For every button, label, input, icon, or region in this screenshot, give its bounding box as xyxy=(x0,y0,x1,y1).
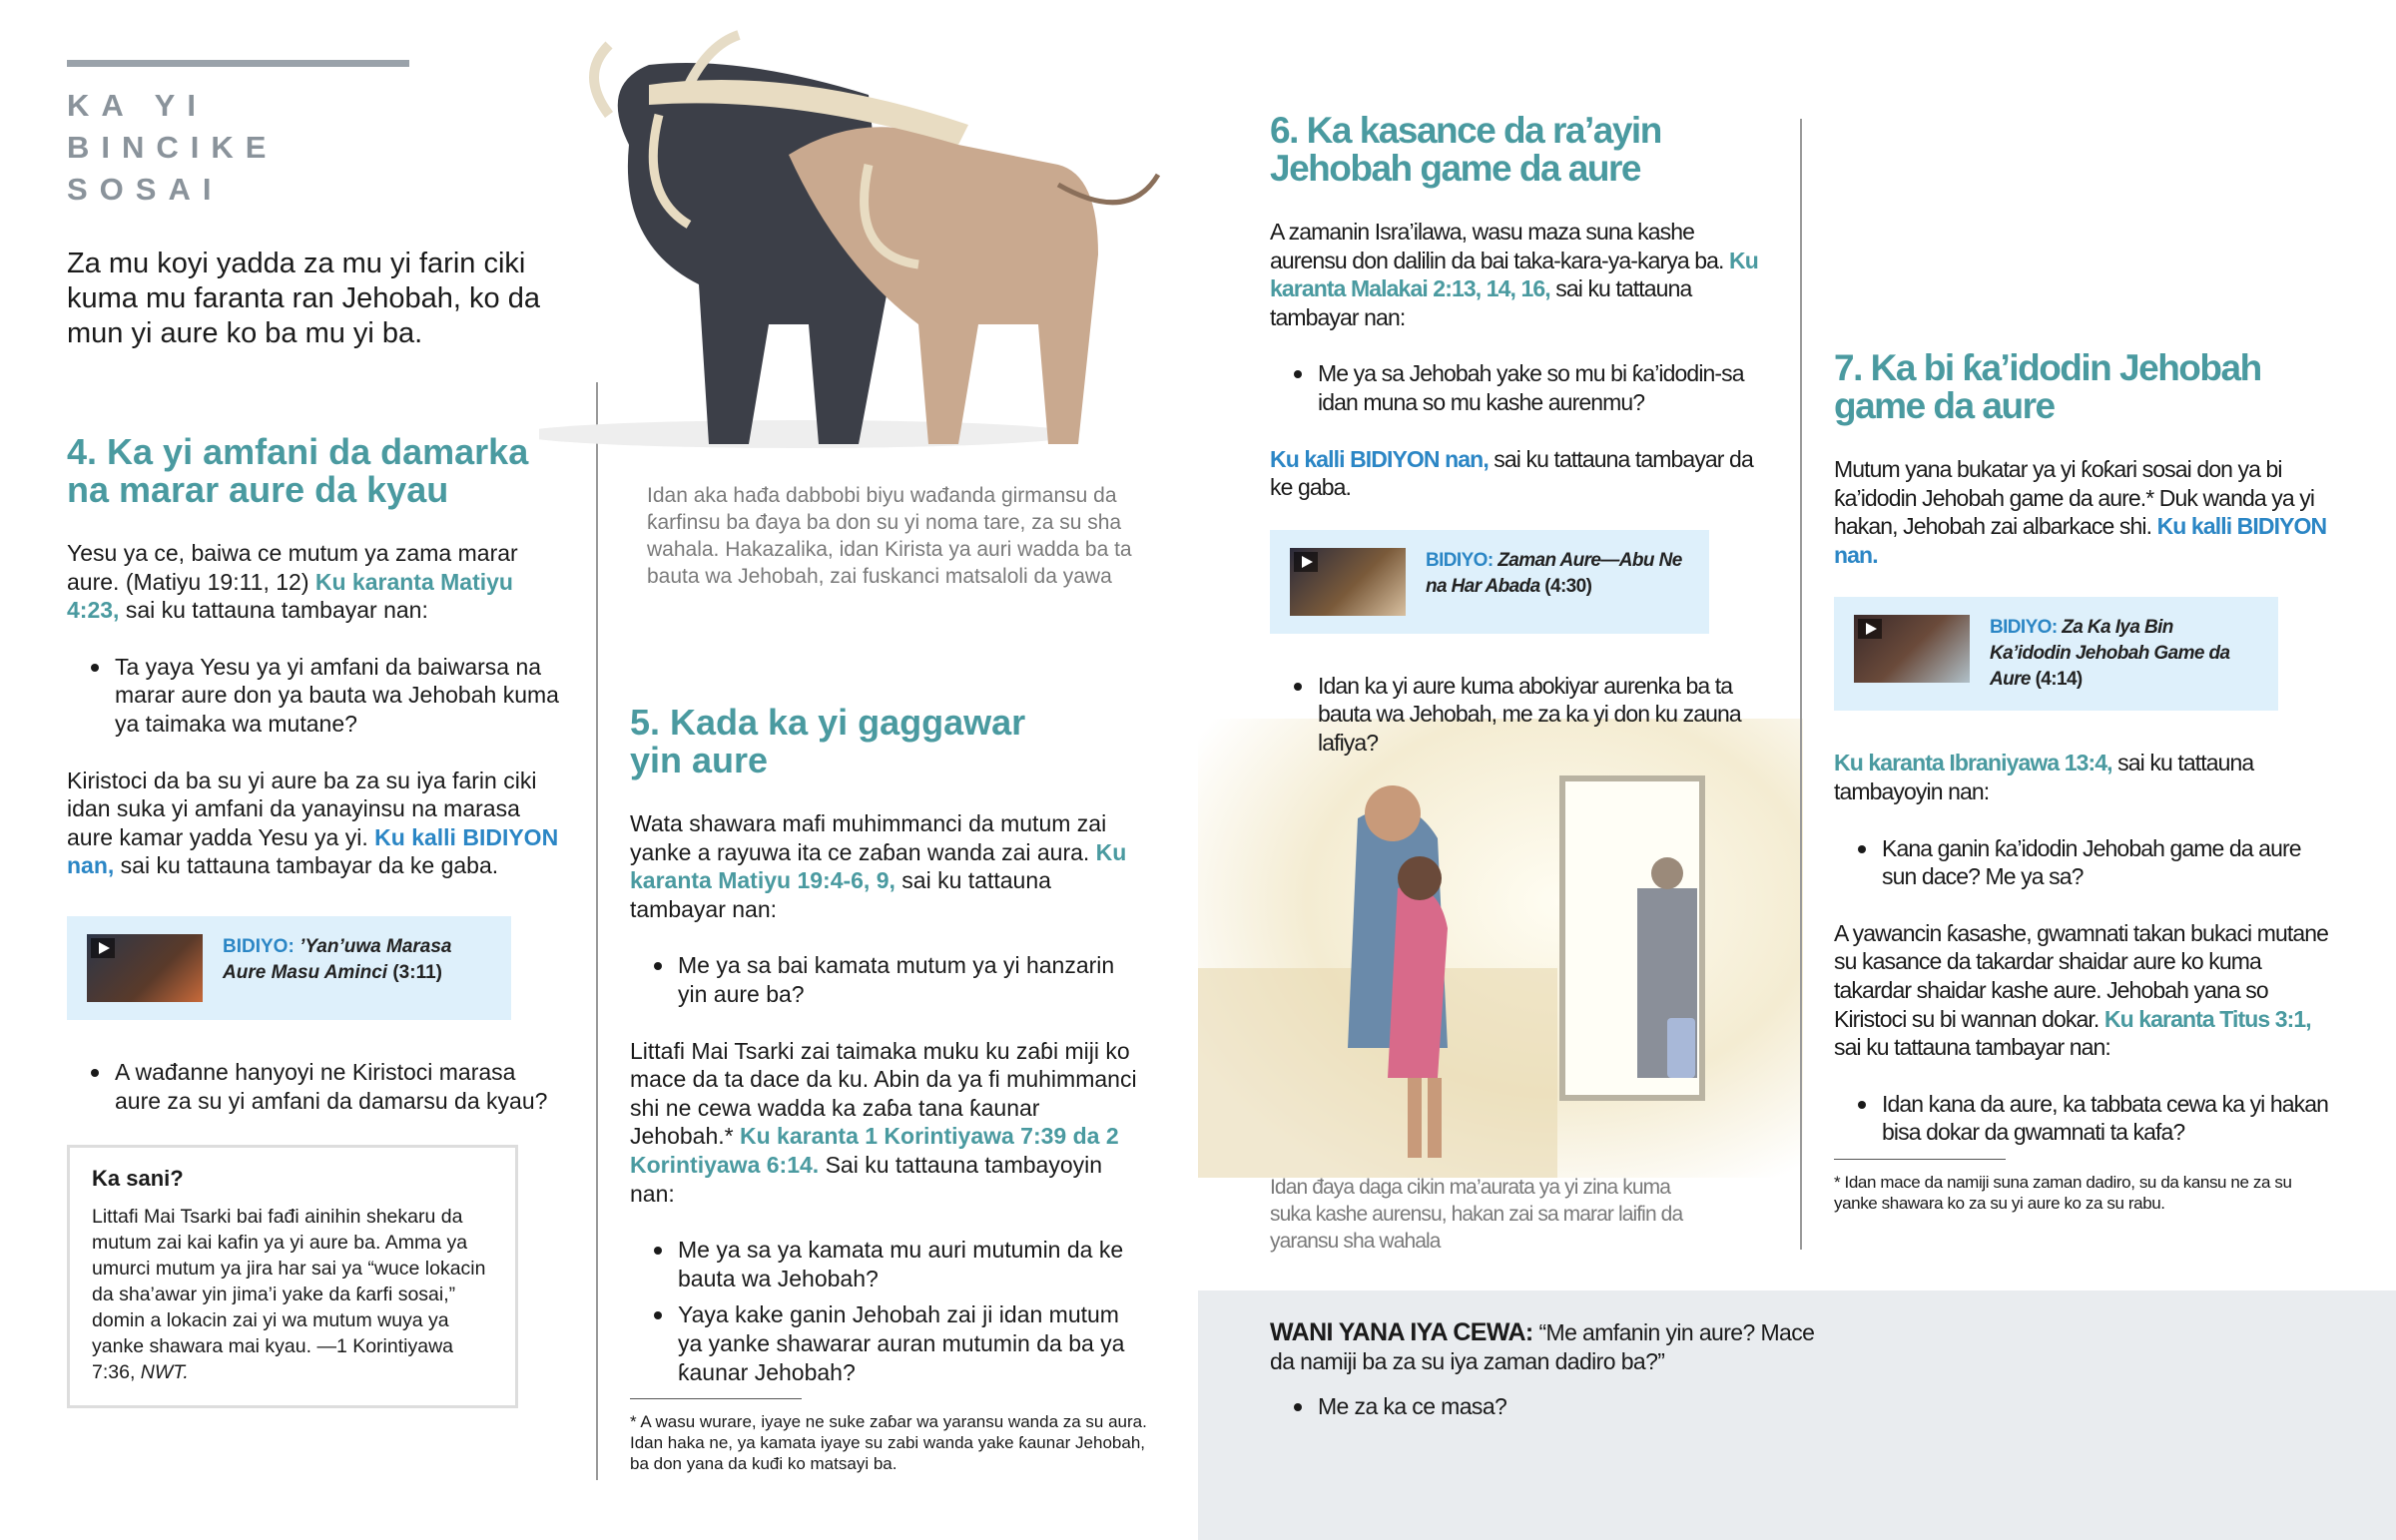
video-duration: (4:14) xyxy=(2035,669,2083,691)
objection-label: WANI YANA IYA CEWA: xyxy=(1270,1318,1533,1346)
video-duration: (4:30) xyxy=(1544,575,1592,597)
s7-paragraph-3 xyxy=(1834,919,2333,1062)
scripture-link[interactable]: Ku karanta Malakai 2:13, 14, 16, xyxy=(1270,247,1758,302)
column-divider xyxy=(596,382,598,1480)
footnote-rule xyxy=(630,1398,802,1399)
scripture-link[interactable]: Ku karanta 1 Korintiyawa 7:39 da 2 Korintiyawa 6:14. xyxy=(630,1123,1119,1178)
box-title: Ka sani? xyxy=(92,1166,184,1192)
video-thumbnail[interactable] xyxy=(1290,548,1406,616)
section-4-heading: 4. Ka yi amfani da damarka na marar aure da kyau xyxy=(67,431,529,510)
text: Wata shawara mafi muhimmanci da mutum zai yanke a rayuwa ita ce zaɓan wanda zai aura. xyxy=(630,810,1107,865)
video-link[interactable]: Ku kalli BIDIYON nan, xyxy=(1270,445,1489,472)
video-card-s4[interactable] xyxy=(67,916,511,1020)
illustration-caption: Idan aka hađa dabbobi biyu wađanda girmansu da ƙarfinsu ba đaya ba don su yi noma tare, za su sha wahala. Hakazalika, idan Kirista ya auri wadda ba ta bauta wa Jehobah, zai fuskanci matsaloli da yawa xyxy=(647,484,1132,588)
text: Littafi Mai Tsarki bai fađi ainihin shekaru da mutum zai kai kafin ya yi aure ba. Amma ya umurci mutum ya jira har sai ya “wuce lokacin da sha’awar yin jima’i yake da ƙarfi sosai,” domin a lokacin zai yi wa mutum wuya ya yanke shawara mai kyau. —1 Korintiyawa 7:36, xyxy=(92,1206,486,1384)
s7-paragraph-1 xyxy=(1834,455,2333,569)
video-label: BIDIYO: xyxy=(1990,617,2058,639)
s4-paragraph-1 xyxy=(67,539,566,625)
video-label: BIDIYO: xyxy=(1426,549,1494,571)
scripture-link[interactable]: Ku karanta Matiyu 19:4-6, 9, xyxy=(630,838,1127,894)
column-4 xyxy=(1834,349,2333,1214)
video-title xyxy=(1990,615,2258,693)
s5-question-2: Me ya sa ya kamata mu auri mutumin da ke bauta wa Jehobah? xyxy=(678,1236,1149,1292)
play-icon[interactable] xyxy=(1858,619,1882,639)
section-7-heading: 7. Ka bi ƙa’idodin Jehobah game da aure xyxy=(1834,347,2261,426)
section-6-heading: 6. Ka kasance da ra’ayin Jehobah game da aure xyxy=(1270,110,1661,189)
text: A yawancin ƙasashe, gwamnati takan bukaci mutane su kasance da takardar shaidar aure ko kuma takardar shaidar kashe aure. Jehobah yana so Kiristoci su bi wannan dokar. xyxy=(1834,919,2329,1032)
video-title xyxy=(223,934,491,986)
s4-question-1: Ta yaya Yesu ya yi amfani da baiwarsa na marar aure don ya bauta wa Jehobah kuma ya taimaka wa mutane? xyxy=(115,653,566,739)
video-link[interactable]: Ku kalli BIDIYON nan. xyxy=(1834,513,2327,568)
text: sai ku tattauna tambayar da ke gaba. xyxy=(1270,445,1753,501)
video-name: Za Ka Iya Bin Ka’idodin Jehobah Game da Aure xyxy=(1990,617,2230,691)
intro-text: Za mu koyi yadda za mu yi farin ciki kuma mu faranta ran Jehobah, ko da mun yi aure ko ba mu yi ba. xyxy=(67,248,540,349)
s6-question-1: Me ya sa Jehobah yake so mu bi ƙa’idodin-sa idan muna so mu kashe aurenmu? xyxy=(1318,359,1759,416)
source: NWT. xyxy=(140,1361,189,1384)
s4-paragraph-2 xyxy=(67,767,566,880)
illustration-caption: Idan đaya daga cikin ma’aurata ya yi zina kuma suka kashe aurensu, hakan zai sa marar laifin da yaransu sha wahala xyxy=(1270,1176,1683,1253)
column-3 xyxy=(1270,110,1759,1253)
column-2 xyxy=(630,482,1149,1474)
objection-question: Me za ka ce masa? xyxy=(1318,1393,1507,1419)
video-title xyxy=(1426,548,1689,600)
column-1 xyxy=(67,60,566,1408)
mother-daughter-illustration xyxy=(1198,719,1803,1178)
video-thumbnail[interactable] xyxy=(87,934,203,1002)
video-label: BIDIYO: xyxy=(223,935,295,957)
section-5-heading: 5. Kada ka yi gaggawar yin aure xyxy=(630,702,1026,780)
text: Mutum yana bukatar ya yi ƙoƙari sosai don ya bi ƙa’idodin Jehobah game da aure.* Duk wanda ya yi hakan, Jehobah zai albarkace shi. xyxy=(1834,456,2315,540)
objection-quote: “Me amfanin yin aure? Mace da namiji ba za su iya zaman dadiro ba?” xyxy=(1270,1319,1815,1374)
text: Littafi Mai Tsarki zai taimaka muku ku zaɓi miji ko mace da ta dace da ku. Abin da ya fi muhimmanci shi ne cewa wadda ka zaɓa tana ƙaunar Jehobah.* xyxy=(630,1037,1137,1150)
s5-question-3: Yaya kake ganin Jehobah zai ji idan mutum ya yanke shawarar auran mutumin da ba ya ƙaunar Jehobah? xyxy=(678,1300,1149,1386)
s4-question-2: A wađanne hanyoyi ne Kiristoci marasa aure za su yi amfani da damarsu da kyau? xyxy=(115,1058,566,1115)
s6-question-2: Idan ka yi aure kuma abokiyar aurenka ba ta bauta wa Jehobah, me za ka yi don ku zauna lafiya? xyxy=(1318,672,1759,758)
s5-footnote: * A wasu wurare, iyaye ne suke zaɓar wa yaransu wanda za su aura. Idan haka ne, ya kamata iyaye su zabi wanda yake ƙaunar Jehobah, ba don yana da kuđi ko matsayi ba. xyxy=(630,1412,1147,1474)
s7-question-1: Kana ganin ƙa’idodin Jehobah game da aure sun dace? Me ya sa? xyxy=(1882,834,2333,891)
text: sai ku tattauna tambayar nan: xyxy=(119,597,428,624)
text: sai ku tattauna tambayar nan: xyxy=(1834,1034,2110,1061)
kicker-rule xyxy=(67,60,409,67)
kicker-title: KA YI BINCIKE SOSAI xyxy=(67,88,279,207)
scripture-link[interactable]: Ku karanta Titus 3:1, xyxy=(2103,1005,2311,1032)
video-name: ’Yan’uwa Marasa Aure Masu Aminci xyxy=(223,935,452,983)
text: sai ku tattauna tambayar nan: xyxy=(1270,275,1692,330)
text: Yesu ya ce, baiwa ce mutum ya zama marar aure. (Matiyu 19:11, 12) xyxy=(67,540,518,595)
s5-paragraph-1 xyxy=(630,809,1149,923)
video-card-s7[interactable] xyxy=(1834,597,2278,711)
play-icon[interactable] xyxy=(91,938,115,958)
text: Sai ku tattauna tambayoyin nan: xyxy=(630,1151,1103,1207)
text: Kiristoci da ba su yi aure ba za su iya farin ciki idan suka yi amfani da yanayinsu na marasa aure kamar yadda Yesu ya yi. xyxy=(67,767,537,850)
s6-paragraph-2 xyxy=(1270,445,1759,502)
scripture-link[interactable]: Ku karanta Ibraniyawa 13:4, xyxy=(1834,750,2112,776)
footnote-rule xyxy=(1834,1159,2006,1160)
text: sai ku tattauna tambayoyin nan: xyxy=(1834,750,2254,804)
scripture-link[interactable]: Ku karanta Matiyu 4:23, xyxy=(67,568,513,624)
objection-panel xyxy=(1198,1290,2396,1540)
text: A zamanin Isra’ilawa, wasu maza suna kashe aurensu don dalilin da bai taka-kara-ya-karya ba. xyxy=(1270,219,1730,273)
s5-paragraph-2 xyxy=(630,1037,1149,1209)
play-icon[interactable] xyxy=(1294,552,1318,572)
ox-and-donkey-illustration xyxy=(539,25,1168,464)
video-link[interactable]: Ku kalli BIDIYON nan, xyxy=(67,823,559,879)
objection-text xyxy=(1270,1318,1829,1376)
text: sai ku tattauna tambayar nan: xyxy=(630,867,1051,922)
column-divider xyxy=(1800,119,1802,1250)
s6-paragraph-1 xyxy=(1270,218,1759,331)
s7-question-2: Idan kana da aure, ka tabbata cewa ka yi hakan bisa dokar da gwamnati ta kafa? xyxy=(1882,1090,2333,1147)
video-duration: (3:11) xyxy=(392,961,442,983)
video-thumbnail[interactable] xyxy=(1854,615,1970,683)
video-name: Zaman Aure—Abu Ne na Har Abada xyxy=(1426,549,1682,597)
s5-question-1: Me ya sa bai kamata mutum ya yi hanzarin yin aure ba? xyxy=(678,951,1149,1008)
s7-footnote: * Idan mace da namiji suna zaman dadiro, su da kansu ne za su yanke shawara ko za su yi aure ko za su rabu. xyxy=(1834,1172,2292,1213)
box-text xyxy=(92,1204,493,1385)
video-card-s6[interactable] xyxy=(1270,530,1709,634)
s7-paragraph-2 xyxy=(1834,749,2333,805)
did-you-know-box xyxy=(67,1145,518,1408)
text: sai ku tattauna tambayar da ke gaba. xyxy=(114,852,499,879)
